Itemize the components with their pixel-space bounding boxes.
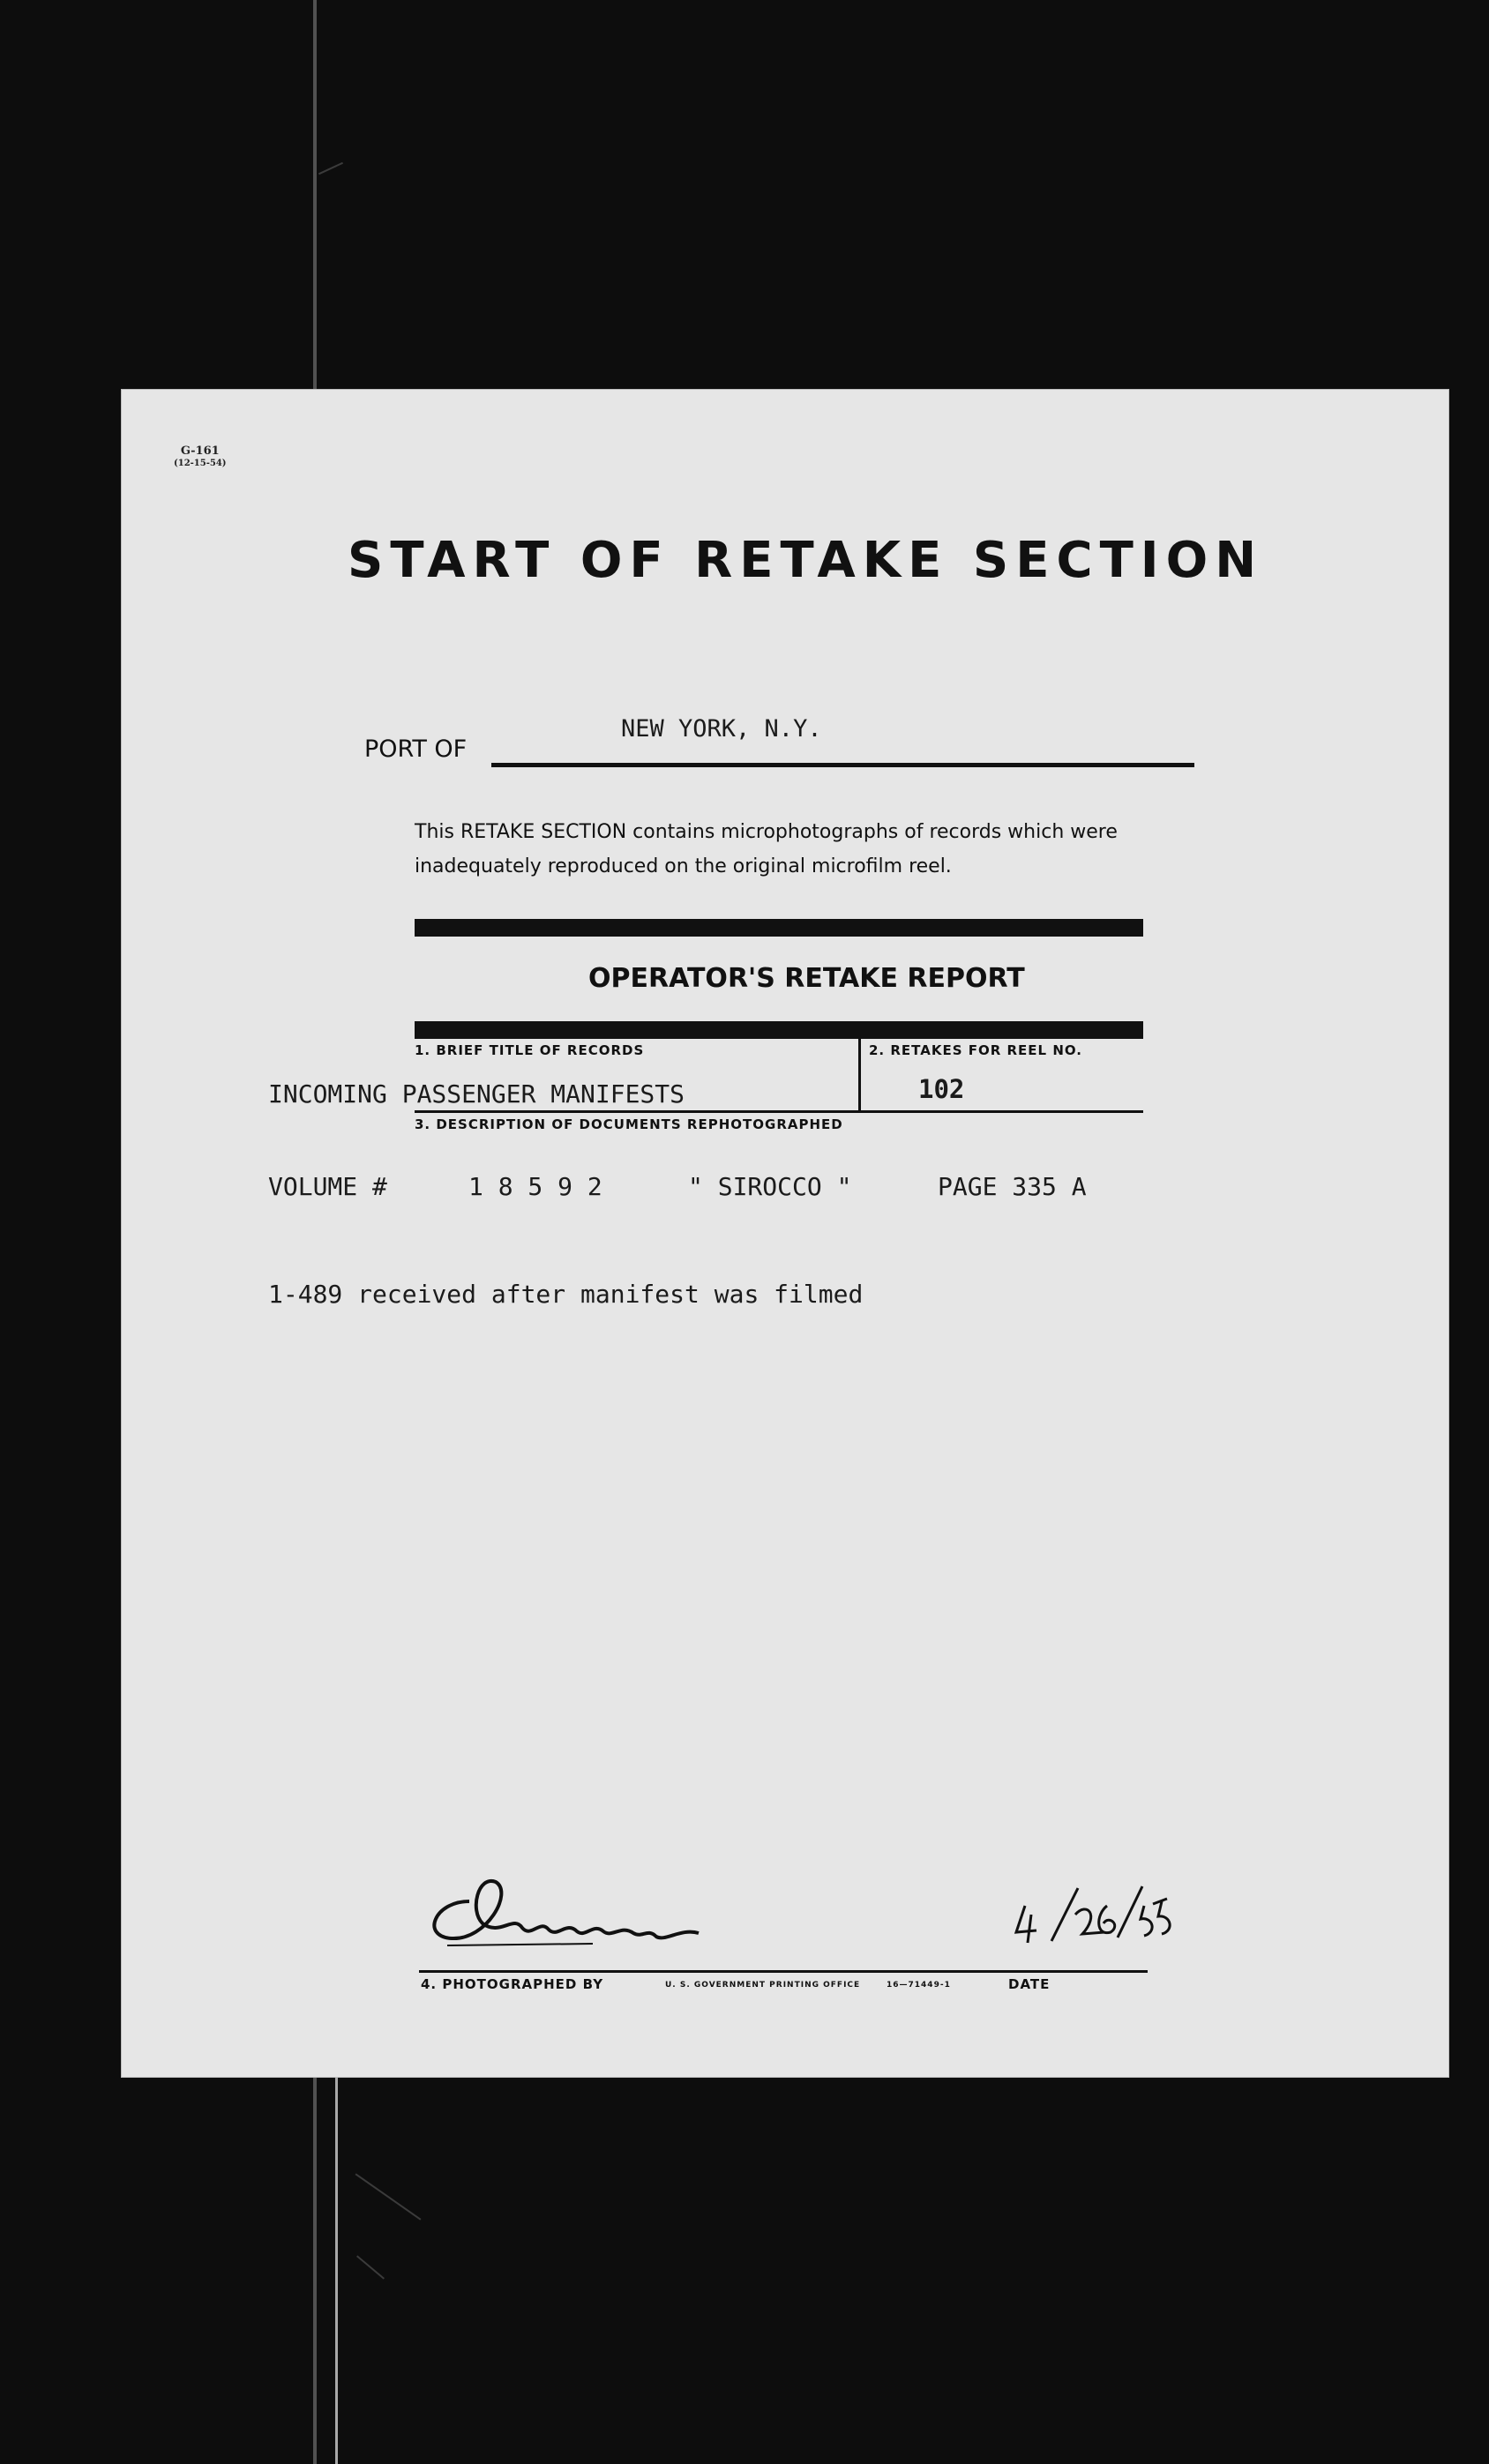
heavy-rule-bottom <box>415 1021 1143 1039</box>
form-number: G-161 <box>180 444 220 458</box>
volume-number: 1 8 5 9 2 <box>468 1172 602 1201</box>
film-scratch-mark <box>356 2255 385 2279</box>
description-line-1: This RETAKE SECTION contains microphotographs of records which were <box>415 821 1118 843</box>
form-code <box>174 445 227 470</box>
field-2-label: 2. RETAKES FOR REEL NO. <box>869 1042 1082 1058</box>
ship-name: " SIROCCO " <box>688 1172 852 1201</box>
signature-underline <box>419 1970 1148 1973</box>
field-2-value: 102 <box>918 1074 965 1104</box>
printer-credit: U. S. GOVERNMENT PRINTING OFFICE <box>665 1981 861 1990</box>
field-4-label: 4. PHOTOGRAPHED BY <box>421 1976 604 1992</box>
date-label: DATE <box>1008 1976 1051 1992</box>
port-underline <box>491 763 1194 767</box>
print-code: 16—71449-1 <box>887 1981 951 1990</box>
heavy-rule-top <box>415 919 1143 937</box>
volume-label: VOLUME # <box>268 1172 387 1201</box>
signature <box>416 1875 716 1954</box>
description-line-2: inadequately reproduced on the original microfilm reel. <box>415 855 952 877</box>
field-1-label: 1. BRIEF TITLE OF RECORDS <box>415 1042 645 1058</box>
field-underline <box>415 1110 1143 1113</box>
port-value: NEW YORK, N.Y. <box>621 715 822 743</box>
page-reference: PAGE 335 A <box>938 1172 1087 1201</box>
film-scratch-mark <box>318 162 343 175</box>
field-1-value: INCOMING PASSENGER MANIFESTS <box>268 1079 685 1109</box>
report-heading: OPERATOR'S RETAKE REPORT <box>588 963 1025 994</box>
field-divider <box>858 1039 861 1111</box>
retake-form-sheet <box>121 389 1449 2078</box>
field-3-label: 3. DESCRIPTION OF DOCUMENTS REPHOTOGRAPHED <box>415 1116 843 1132</box>
port-label: PORT OF <box>364 735 468 763</box>
page-title: START OF RETAKE SECTION <box>348 532 1264 589</box>
date-handwritten <box>1012 1879 1179 1950</box>
film-scratch-mark <box>355 2173 422 2220</box>
form-revision-date: (12-15-54) <box>174 459 227 468</box>
retake-note: 1-489 received after manifest was filmed <box>268 1280 864 1309</box>
